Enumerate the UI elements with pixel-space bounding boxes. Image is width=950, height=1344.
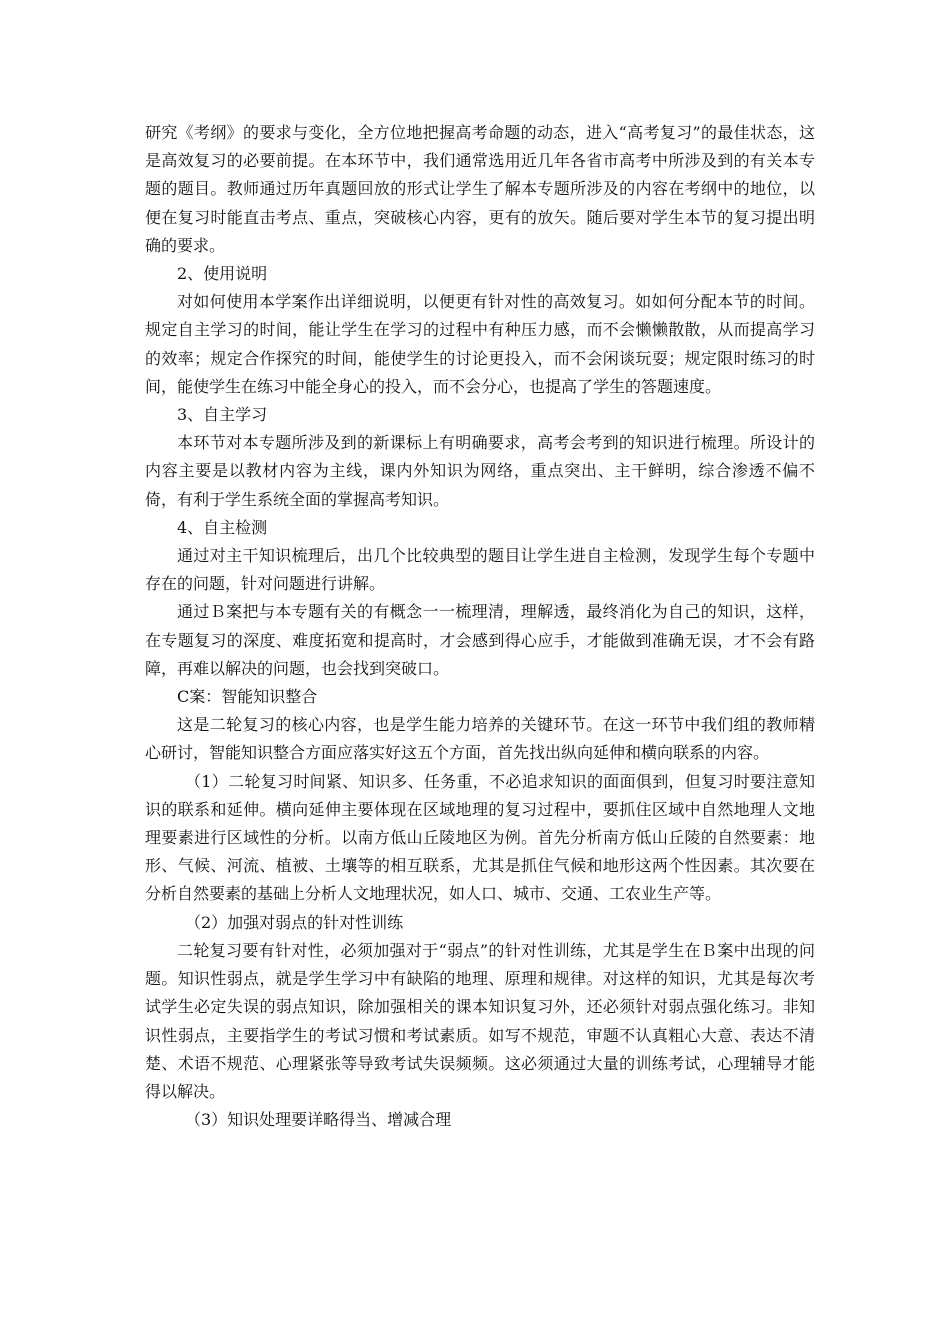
section-heading-plan-c: C案：智能知识整合: [177, 687, 318, 707]
paragraph-point-2: 二轮复习要有针对性，必须加强对于“弱点”的针对性训练，尤其是学生在Ｂ案中出现的问题。知识性弱点，就是学生学习中有缺陷的地理、原理和规律。对这样的知识，尤其是每次考试学生必定失误的弱点知识，除加强相关的课本知识复习外，还必须针对弱点强化练习。非知识性弱点，主要指学生的考试习惯和考试素质。如写不规范，审题不认真粗心大意、表达不清楚、术语不规范、心理紧张等导致考试失误频频。这必须通过大量的训练考试，心理辅导才能得以解决。: [145, 940, 815, 1101]
paragraph-self-test: 通过对主干知识梳理后，出几个比较典型的题目让学生进自主检测，发现学生每个专题中存在的问题，针对问题进行讲解。: [145, 546, 815, 594]
paragraph-usage-instructions: 对如何使用本学案作出详细说明，以便更有针对性的高效复习。如如何分配本节的时间。规定自主学习的时间，能让学生在学习的过程中有种压力感，而不会懒懒散散，从而提高学习的效率；规定合作探究的时间，能使学生的讨论更投入，而不会闲谈玩耍；规定限时练习的时间，能使学生在练习中能全身心的投入，而不会分心，也提高了学生的答题速度。: [145, 292, 815, 396]
section-heading-self-test: 4、自主检测: [177, 517, 268, 537]
document-body: [145, 119, 815, 1134]
section-heading-usage-instructions: 2、使用说明: [177, 264, 268, 284]
paragraph-plan-c: 这是二轮复习的核心内容，也是学生能力培养的关键环节。在这一环节中我们组的教师精心研讨，智能知识整合方面应落实好这五个方面，首先找出纵向延伸和横向联系的内容。: [145, 715, 815, 763]
paragraph-plan-b: 通过Ｂ案把与本专题有关的有概念一一梳理清，理解透，最终消化为自己的知识，这样，在专题复习的深度、难度拓宽和提高时，才会感到得心应手，才能做到准确无误，才不会有路障，再难以解决的问题，也会找到突破口。: [145, 602, 815, 678]
paragraph-self-study: 本环节对本专题所涉及到的新课标上有明确要求，高考会考到的知识进行梳理。所设计的内容主要是以教材内容为主线，课内外知识为网络，重点突出、主干鲜明，综合渗透不偏不倚，有利于学生系统全面的掌握高考知识。: [145, 433, 815, 509]
section-heading-self-study: 3、自主学习: [177, 405, 268, 425]
paragraph-point-1: （1）二轮复习时间紧、知识多、任务重，不必追求知识的面面俱到，但复习时要注意知识的联系和延伸。横向延伸主要体现在区域地理的复习过程中，要抓住区域中自然地理人文地理要素进行区域性的分析。以南方低山丘陵地区为例。首先分析南方低山丘陵的自然要素：地形、气候、河流、植被、土壤等的相互联系，尤其是抓住气候和地形这两个性因素。其次要在分析自然要素的基础上分析人文地理状况，如人口、城市、交通、工农业生产等。: [145, 771, 815, 904]
paragraph-intro-continued: 研究《考纲》的要求与变化，全方位地把握高考命题的动态，进入“高考复习”的最佳状态，这是高效复习的必要前提。在本环节中，我们通常选用近几年各省市高考中所涉及到的有关本专题的题目。教师通过历年真题回放的形式让学生了解本专题所涉及的内容在考纲中的地位，以便在复习时能直击考点、重点，突破核心内容，更有的放矢。随后要对学生本节的复习提出明确的要求。: [145, 123, 815, 255]
subheading-point-3: （3）知识处理要详略得当、增减合理: [185, 1110, 452, 1130]
subheading-point-2: （2）加强对弱点的针对性训练: [185, 912, 404, 932]
